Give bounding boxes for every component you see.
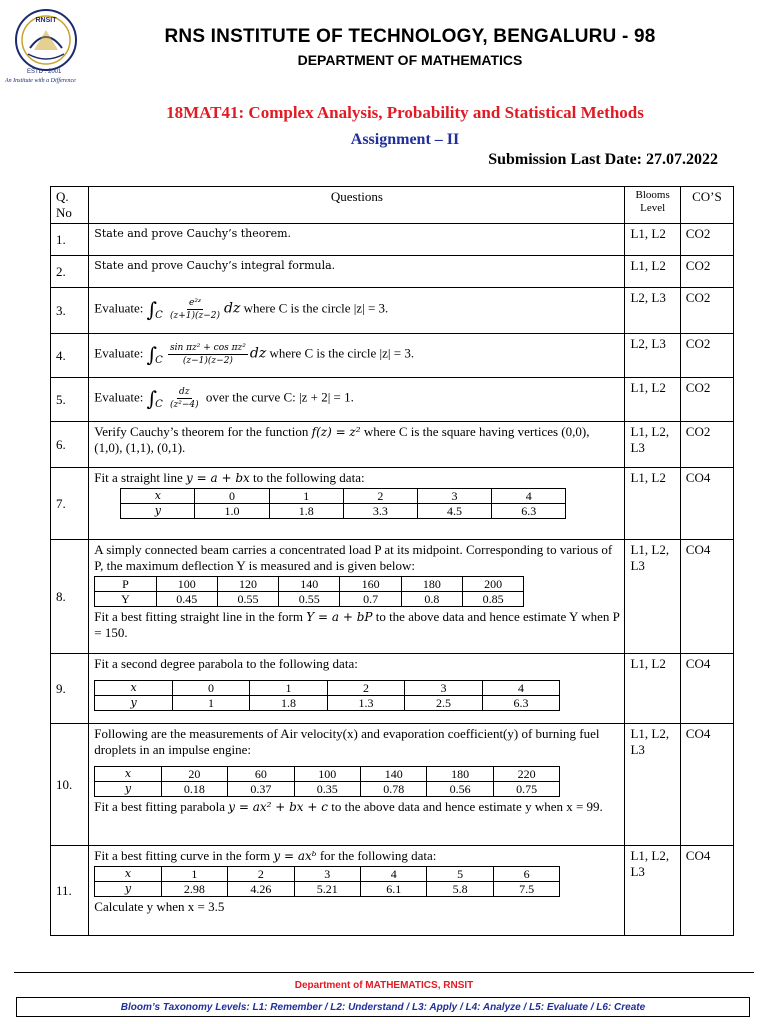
tail-text: for the following data:	[319, 848, 437, 863]
lead-text: Following are the measurements of Air velocity(x) and evaporation coefficient(y) of burning fuel droplets in an impulse engine:	[94, 726, 600, 757]
data-cell: 0.85	[462, 592, 523, 607]
data-cell: 4	[482, 681, 560, 696]
data-cell: 0.37	[228, 782, 294, 797]
data-row-x	[121, 489, 566, 504]
question-text: State and prove Cauchy’s integral formula.	[89, 256, 625, 288]
data-cell: 1	[250, 681, 328, 696]
header-questions: Questions	[89, 187, 625, 224]
after-text: to the above data and hence estimate y when x = 99.	[331, 799, 603, 814]
table-row	[51, 540, 734, 654]
function-expression: f(z) = z²	[311, 425, 361, 439]
lead-text: Verify Cauchy’s theorem for the function	[94, 424, 309, 439]
course-outcome: CO4	[680, 654, 733, 724]
data-cell: 3	[294, 867, 360, 882]
institute-name: RNS INSTITUTE OF TECHNOLOGY, BENGALURU - 98	[164, 26, 656, 47]
question-number: 11.	[51, 846, 89, 936]
data-header: Y	[95, 592, 156, 607]
blooms-level: L1, L2, L3	[625, 540, 680, 654]
question-number: 7.	[51, 468, 89, 540]
lead-text: Fit a second degree parabola to the following data:	[94, 656, 358, 671]
footer-department: Department of MATHEMATICS, RNSIT	[294, 980, 474, 991]
data-cell: 220	[493, 767, 559, 782]
data-header: x	[95, 767, 161, 782]
denominator: (z+1)(z−2)	[169, 310, 221, 321]
course-outcome: CO2	[680, 334, 733, 378]
blooms-level: L1, L2	[625, 654, 680, 724]
data-cell: 1.0	[195, 504, 269, 519]
tail-text: where C is the circle |z| = 3.	[243, 300, 389, 316]
data-row-y	[121, 504, 566, 519]
after-text: Fit a best fitting straight line in the form	[94, 609, 303, 624]
data-cell: 4	[360, 867, 426, 882]
data-table	[94, 766, 560, 797]
header-co: CO’S	[680, 187, 733, 224]
data-cell: 1	[161, 867, 227, 882]
course-outcome: CO4	[680, 846, 733, 936]
fraction	[168, 342, 248, 367]
data-header: x	[95, 681, 173, 696]
data-cell: 2	[343, 489, 417, 504]
course-title: 18MAT41: Complex Analysis, Probability and Statistical Methods	[166, 103, 644, 122]
data-header: y	[95, 882, 161, 897]
data-cell: 1.8	[269, 504, 343, 519]
contour-label: C	[155, 310, 163, 322]
table-row	[51, 378, 734, 422]
data-cell: 0	[195, 489, 269, 504]
data-cell: 140	[279, 577, 340, 592]
data-cell: 4.26	[228, 882, 294, 897]
integral-symbol: ∫	[146, 342, 158, 367]
data-cell: 200	[462, 577, 523, 592]
course-outcome: CO4	[680, 540, 733, 654]
data-row-x	[95, 681, 560, 696]
data-cell: 0.78	[360, 782, 426, 797]
question-number: 3.	[51, 288, 89, 334]
document-header	[0, 0, 768, 92]
data-cell: 1	[269, 489, 343, 504]
blooms-level: L1, L2, L3	[625, 724, 680, 846]
data-cell: 1	[172, 696, 250, 711]
tail-text: to the following data:	[253, 470, 365, 485]
data-row-p	[95, 577, 524, 592]
question-number: 6.	[51, 422, 89, 468]
data-header: y	[95, 696, 173, 711]
logo-tagline: An Institute with a Difference	[5, 78, 76, 84]
data-row-y	[95, 882, 560, 897]
blooms-level: L1, L2	[625, 256, 680, 288]
data-row-y	[95, 782, 560, 797]
blooms-level: L1, L2, L3	[625, 846, 680, 936]
question-number: 8.	[51, 540, 89, 654]
question-text	[89, 654, 625, 724]
equation: y = a + bx	[186, 471, 250, 485]
numerator: dz	[179, 386, 190, 397]
contour-label: C	[155, 399, 163, 411]
data-header: P	[95, 577, 156, 592]
logo-text: RNSIT	[35, 17, 57, 24]
question-number: 4.	[51, 334, 89, 378]
data-cell: 0.55	[217, 592, 278, 607]
numerator: sin πz² + cos πz²	[169, 342, 246, 353]
question-number: 5.	[51, 378, 89, 422]
data-row-x	[95, 767, 560, 782]
question-number: 10.	[51, 724, 89, 846]
question-text	[89, 540, 625, 654]
data-table	[120, 488, 566, 519]
data-cell: 6.3	[492, 504, 566, 519]
data-cell: 0.7	[340, 592, 401, 607]
question-text	[89, 724, 625, 846]
lead-text: Fit a best fitting curve in the form	[94, 848, 271, 863]
denominator: (z−1)(z−2)	[182, 355, 233, 366]
blooms-level: L1, L2	[625, 468, 680, 540]
equation: Y = a + bP	[306, 610, 373, 624]
integral-symbol: ∫	[146, 386, 158, 411]
table-row	[51, 654, 734, 724]
data-cell: 3	[417, 489, 491, 504]
data-row-x	[95, 867, 560, 882]
table-row	[51, 468, 734, 540]
data-cell: 2.5	[405, 696, 483, 711]
data-cell: 100	[156, 577, 217, 592]
tail-text: where C is the circle |z| = 3.	[269, 345, 415, 361]
course-outcome: CO4	[680, 724, 733, 846]
contour-label: C	[155, 355, 163, 367]
data-cell: 1.3	[327, 696, 405, 711]
blooms-level: L1, L2	[625, 378, 680, 422]
data-cell: 20	[161, 767, 227, 782]
table-row	[51, 846, 734, 936]
question-text	[89, 378, 625, 422]
question-text	[89, 288, 625, 334]
table-row	[51, 422, 734, 468]
blooms-level: L1, L2, L3	[625, 422, 680, 468]
course-outcome: CO2	[680, 378, 733, 422]
logo-established: ESTD : 2001	[27, 69, 62, 75]
course-outcome: CO4	[680, 468, 733, 540]
fraction	[168, 297, 222, 322]
question-number: 2.	[51, 256, 89, 288]
data-cell: 0	[172, 681, 250, 696]
department-name: DEPARTMENT OF MATHEMATICS	[297, 52, 523, 68]
footer-blooms-legend: Bloom’s Taxonomy Levels: L1: Remember / L2: Understand / L3: Apply / L4: Analyze / L5: Evaluate / L6: Create	[16, 997, 750, 1017]
data-cell: 0.45	[156, 592, 217, 607]
data-cell: 0.18	[161, 782, 227, 797]
equation: y = axᵇ	[273, 849, 317, 863]
data-table	[94, 576, 524, 607]
data-cell: 0.8	[401, 592, 462, 607]
after-text: Calculate y when x = 3.5	[94, 899, 225, 914]
question-number: 1.	[51, 224, 89, 256]
data-header: y	[121, 504, 195, 519]
tail-text: over the curve C: |z + 2| = 1.	[205, 389, 354, 405]
lead-text: Evaluate:	[94, 345, 144, 361]
lead-text: Evaluate:	[94, 389, 144, 405]
header-blooms: Blooms Level	[625, 187, 680, 224]
data-cell: 60	[228, 767, 294, 782]
table-row	[51, 224, 734, 256]
data-header: x	[121, 489, 195, 504]
blooms-level: L2, L3	[625, 334, 680, 378]
course-outcome: CO2	[680, 256, 733, 288]
data-cell: 2.98	[161, 882, 227, 897]
data-cell: 6	[493, 867, 559, 882]
blooms-level: L1, L2	[625, 224, 680, 256]
course-outcome: CO2	[680, 224, 733, 256]
data-cell: 5.8	[427, 882, 493, 897]
after-text: to the above data and hence estimate Y when P = 150.	[94, 609, 620, 640]
submission-deadline: Submission Last Date: 27.07.2022	[488, 151, 718, 168]
data-cell: 6.3	[482, 696, 560, 711]
data-cell: 2	[327, 681, 405, 696]
differential: dz	[249, 345, 267, 362]
data-header: x	[95, 867, 161, 882]
question-text	[89, 334, 625, 378]
data-cell: 6.1	[360, 882, 426, 897]
question-text	[89, 846, 625, 936]
data-cell: 0.56	[427, 782, 493, 797]
assignment-table	[50, 186, 734, 936]
question-text	[89, 422, 625, 468]
differential: dz	[224, 300, 241, 317]
data-cell: 2	[228, 867, 294, 882]
data-cell: 180	[401, 577, 462, 592]
data-cell: 100	[294, 767, 360, 782]
fraction	[168, 386, 201, 411]
table-row	[51, 724, 734, 846]
data-cell: 3	[405, 681, 483, 696]
data-cell: 180	[427, 767, 493, 782]
header-qno: Q. No	[51, 187, 89, 224]
lead-text: Evaluate:	[94, 300, 144, 316]
data-cell: 0.55	[279, 592, 340, 607]
equation: y = ax² + bx + c	[228, 800, 328, 814]
table-row	[51, 256, 734, 288]
data-row-y	[95, 696, 560, 711]
question-text	[89, 468, 625, 540]
after-text: Fit a best fitting parabola	[94, 799, 225, 814]
data-table	[94, 866, 560, 897]
data-row-y	[95, 592, 524, 607]
course-outcome: CO2	[680, 288, 733, 334]
data-cell: 4.5	[417, 504, 491, 519]
question-number: 9.	[51, 654, 89, 724]
data-cell: 5	[427, 867, 493, 882]
data-cell: 3.3	[343, 504, 417, 519]
data-cell: 120	[217, 577, 278, 592]
data-header: y	[95, 782, 161, 797]
table-row	[51, 334, 734, 378]
data-cell: 1.8	[250, 696, 328, 711]
data-cell: 4	[492, 489, 566, 504]
table-row	[51, 288, 734, 334]
data-cell: 5.21	[294, 882, 360, 897]
data-table	[94, 680, 560, 711]
integral-symbol: ∫	[146, 297, 158, 322]
data-cell: 140	[360, 767, 426, 782]
question-text: State and prove Cauchy’s theorem.	[89, 224, 625, 256]
footer-divider	[14, 972, 754, 973]
course-outcome: CO2	[680, 422, 733, 468]
denominator: (z²−4)	[169, 399, 199, 410]
lead-text: Fit a straight line	[94, 470, 183, 485]
lead-text: A simply connected beam carries a concentrated load P at its midpoint. Corresponding to various of P, the maximum deflection Y is measured and is given below:	[94, 542, 613, 573]
tail-text: where C is the square having vertices (0,0), (1,0), (1,1), (0,1).	[94, 424, 590, 455]
numerator: e²ᶻ	[189, 297, 201, 308]
assignment-title: Assignment – II	[350, 131, 460, 148]
data-cell: 0.35	[294, 782, 360, 797]
data-cell: 0.75	[493, 782, 559, 797]
data-cell: 160	[340, 577, 401, 592]
blooms-level: L2, L3	[625, 288, 680, 334]
data-cell: 7.5	[493, 882, 559, 897]
